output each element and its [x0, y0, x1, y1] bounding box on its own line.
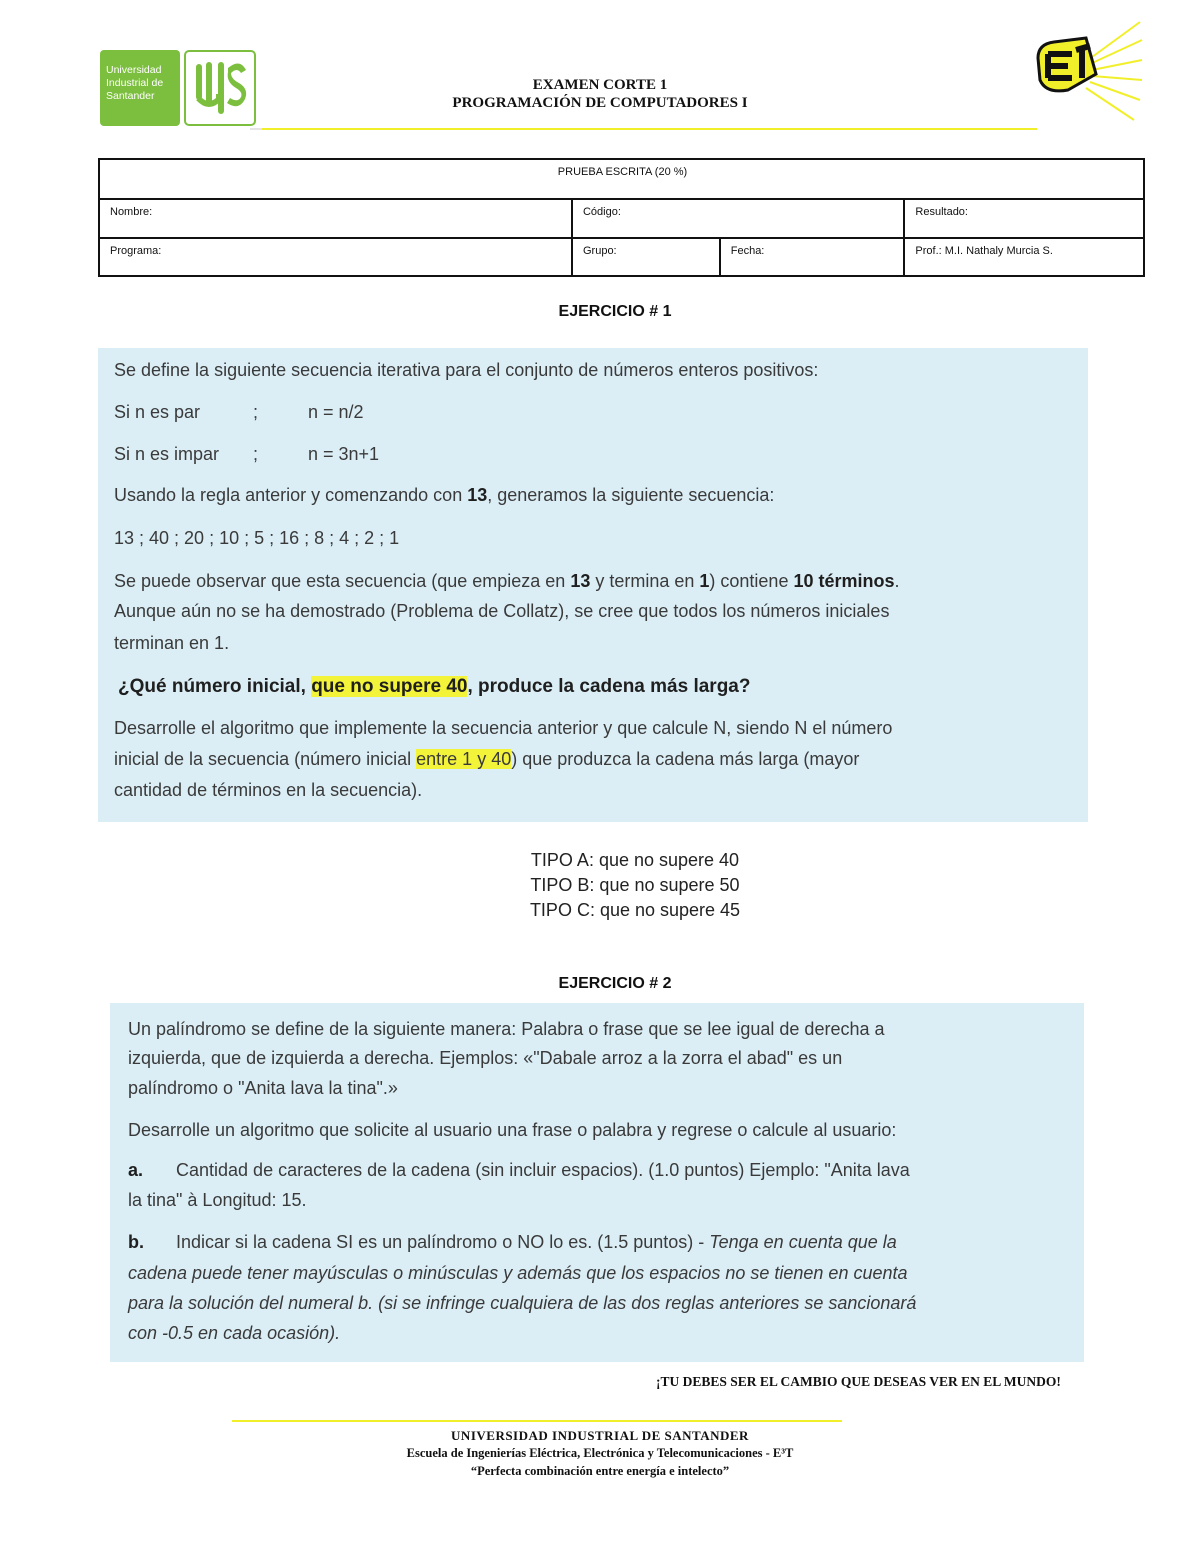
exercise-1-box — [98, 348, 1088, 822]
professor-field: Prof.: M.I. Nathaly Murcia S. — [904, 238, 1144, 276]
uis-logo-text-line: Santander — [106, 90, 155, 102]
motto: ¡TU DEBES SER EL CAMBIO QUE DESEAS VER EN EL MUNDO! — [656, 1374, 1061, 1389]
item-a-line-2: la tina" à Longitud: 15. — [128, 1190, 307, 1210]
exercise-2-heading: EJERCICIO # 2 — [558, 975, 672, 992]
definition-line-2: izquierda, que de izquierda a derecha. Ejemplos: «"Dabale arroz a la zorra el abad" es un — [128, 1048, 843, 1068]
observation-line-1: Se puede observar que esta secuencia (que empieza en 13 y termina en 1) contiene 10 términos. — [114, 571, 900, 591]
codigo-field: Código: — [572, 199, 904, 238]
observation-line-2: Aunque aún no se ha demostrado (Problema de Collatz), se cree que todos los números iniciales — [114, 601, 890, 621]
uis-mark-icon — [184, 50, 256, 126]
item-a-label: a. — [128, 1160, 144, 1180]
exercise-2-task: Desarrolle un algoritmo que solicite al usuario una frase o palabra y regrese o calcule al usuario: — [128, 1120, 897, 1140]
definition-line-1: Un palíndromo se define de la siguiente manera: Palabra o frase que se lee igual de derecha a — [128, 1019, 885, 1039]
exam-title: EXAMEN CORTE 1 — [532, 77, 668, 93]
usando-sentence: Usando la regla anterior y comenzando con 13, generamos la siguiente secuencia: — [114, 485, 775, 505]
footer-school: Escuela de Ingenierías Eléctrica, Electrónica y Telecomunicaciones - E³T — [406, 1446, 794, 1460]
footer-rule — [232, 1420, 842, 1422]
item-a-line-1: Cantidad de caracteres de la cadena (sin incluir espacios). (1.0 puntos) Ejemplo: "Anita lava — [176, 1160, 910, 1180]
uis-logo-text-line: Industrial de — [106, 77, 164, 89]
nombre-field: Nombre: — [99, 199, 572, 238]
task-line-2: inicial de la secuencia (número inicial entre 1 y 40) que produzca la cadena más larga (mayor — [114, 749, 860, 769]
test-type-cell: PRUEBA ESCRITA (20 %) — [99, 159, 1144, 199]
course-title: PROGRAMACIÓN DE COMPUTADORES I — [452, 95, 748, 111]
rule-par-formula: n = n/2 — [308, 402, 364, 422]
e3t-logo-icon — [1030, 20, 1145, 125]
fecha-field: Fecha: — [720, 238, 905, 276]
rule-par-separator: ; — [253, 402, 259, 422]
uis-logo-text-line: Universidad — [106, 64, 162, 76]
tipo-a: TIPO A: que no supere 40 — [530, 850, 740, 870]
observation-line-3: terminan en 1. — [114, 633, 230, 653]
tipo-b: TIPO B: que no supere 50 — [530, 875, 740, 895]
uis-logo-text-block — [100, 50, 180, 126]
item-b-line-4: con -0.5 en cada ocasión). — [128, 1323, 341, 1343]
collatz-sequence: 13 ; 40 ; 20 ; 10 ; 5 ; 16 ; 8 ; 4 ; 2 ; 1 — [114, 528, 400, 548]
footer-university: UNIVERSIDAD INDUSTRIAL DE SANTANDER — [451, 1428, 749, 1443]
rule-impar-separator: ; — [253, 444, 259, 464]
item-b-label: b. — [128, 1232, 144, 1252]
exercise-1-heading: EJERCICIO # 1 — [558, 303, 672, 320]
task-line-1: Desarrolle el algoritmo que implemente la secuencia anterior y que calcule N, siendo N el número — [114, 718, 893, 738]
resultado-field: Resultado: — [904, 199, 1144, 238]
item-b-line-3: para la solución del numeral b. (si se infringe cualquiera de las dos reglas anteriores se sancionará — [128, 1293, 917, 1313]
question-highlight: que no supere 40 — [311, 676, 468, 697]
exercise-1-intro: Se define la siguiente secuencia iterativa para el conjunto de números enteros positivos: — [114, 360, 819, 380]
exercise-1-question: ¿Qué número inicial, que no supere 40, produce la cadena más larga? — [118, 676, 751, 697]
student-info-table — [98, 158, 1145, 277]
task-line-3: cantidad de términos en la secuencia). — [114, 780, 423, 800]
grupo-field: Grupo: — [572, 238, 720, 276]
range-highlight: entre 1 y 40 — [416, 749, 512, 769]
tipo-c: TIPO C: que no supere 45 — [529, 900, 741, 920]
rule-par-label: Si n es par — [114, 402, 201, 422]
exercise-2-box — [110, 1003, 1084, 1362]
item-b-line-1: Indicar si la cadena SI es un palíndromo o NO lo es. (1.5 puntos) - Tenga en cuenta que la — [176, 1232, 897, 1252]
rule-impar-label: Si n es impar — [114, 444, 220, 464]
definition-line-3: palíndromo o "Anita lava la tina".» — [128, 1078, 398, 1098]
uis-logo — [100, 50, 257, 126]
header-rule — [262, 128, 1037, 130]
programa-field: Programa: — [99, 238, 572, 276]
item-b-line-2: cadena puede tener mayúsculas o minúsculas y además que los espacios no se tienen en cuenta — [128, 1263, 908, 1283]
rule-impar-formula: n = 3n+1 — [308, 444, 380, 464]
footer-slogan: “Perfecta combinación entre energía e intelecto” — [470, 1464, 730, 1478]
